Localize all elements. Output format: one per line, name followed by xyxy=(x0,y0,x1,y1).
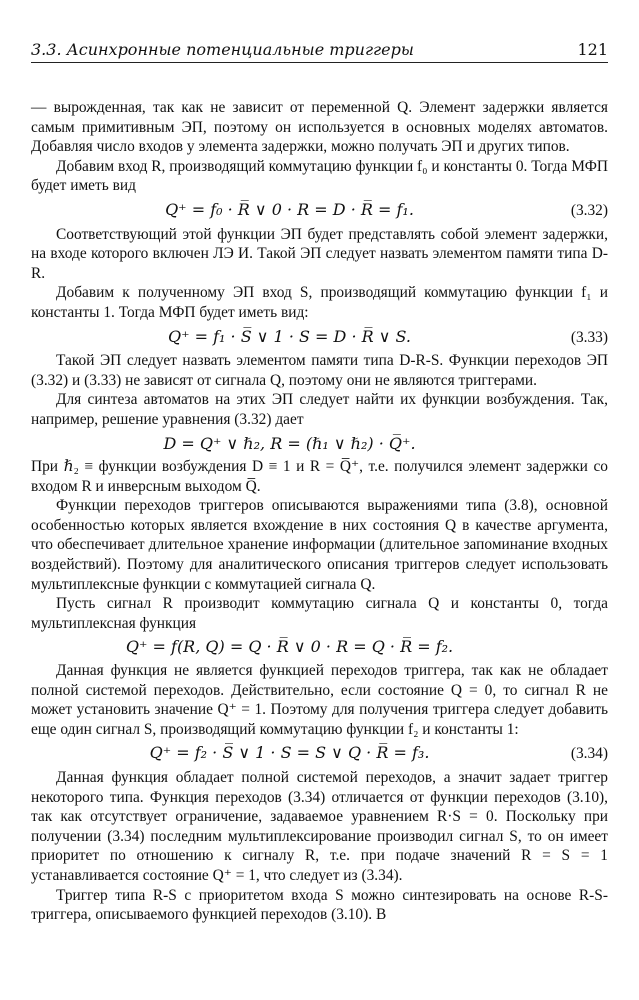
running-header xyxy=(31,40,608,63)
equation-3-33 xyxy=(31,327,608,348)
equation-3-32 xyxy=(31,200,608,221)
page-number: 121 xyxy=(577,40,608,59)
paragraph-4: Добавим к полученному ЭП вход S, производящий коммутацию функции f₁ и константы 1. Тогда МФП будет иметь вид: xyxy=(31,284,608,321)
paragraph-10: Данная функция не является функцией переходов триггера, так как не обладает полной системой переходов. Действительно, если состояние Q = 0, то сигнал R не может установить значение Q⁺ = 1. Поэтому для получения триггера следует добавить еще один сигнал S, производящий коммутацию функции f₂ и константы 1: xyxy=(31,662,608,738)
section-title: 3.3. Асинхронные потенциальные триггеры xyxy=(31,40,414,59)
paragraph-8: Функции переходов триггеров описываются выражениями типа (3.8), основной особенностью которых является вхождение в них состояния Q в качестве аргумента, что обеспечивает длительное хранение информации (длительное запоминание входных воздействий). Поэтому для аналитического описания триггеров следует использовать мультиплексные функции с коммутацией сигнала Q. xyxy=(31,497,608,593)
page-body xyxy=(31,98,608,925)
equation-number: (3.32) xyxy=(570,201,608,219)
paragraph-9: Пусть сигнал R производит коммутацию сигнала Q и константы 0, тогда мультиплексная функция xyxy=(31,595,608,632)
paragraph-3: Соответствующий этой функции ЭП будет представлять собой элемент задержки, на входе которого включен ЛЭ И. Такой ЭП следует назвать элементом памяти типа D-R. xyxy=(31,225,608,282)
equation-mux xyxy=(31,637,608,657)
paragraph-2: Добавим вход R, производящий коммутацию функции f₀ и константы 0. Тогда МФП будет иметь вид xyxy=(31,157,608,195)
equation-formula: Q⁺ = f₁ · S̅ ∨ 1 · S = D · R̅ ∨ S. xyxy=(167,326,412,346)
paragraph-6: Для синтеза автоматов на этих ЭП следует найти их функции возбуждения. Так, например, решение уравнения (3.32) дает xyxy=(31,391,608,428)
equation-formula: Q⁺ = f₂ · S̅ ∨ 1 · S = S ∨ Q · R̅ = f₃. xyxy=(149,743,430,763)
equation-formula: D = Q⁺ ∨ ℏ₂, R = (ℏ₁ ∨ ℏ₂) · Q̅⁺. xyxy=(163,433,416,453)
paragraph-12: Триггер типа R-S с приоритетом входа S можно синтезировать на основе R-S-триггера, описываемого функцией переходов (3.10). В xyxy=(31,886,608,924)
paragraph-1: — вырожденная, так как не зависит от переменной Q. Элемент задержки является самым примитивным ЭП, поэтому он используется в основных моделях автоматов. Добавляя число входов у элемента задержки, можно получать ЭП и других типов. xyxy=(31,99,608,156)
equation-excitation xyxy=(31,434,608,454)
equation-formula: Q⁺ = f₀ · R̅ ∨ 0 · R = D · R̅ = f₁. xyxy=(165,199,414,219)
equation-formula: Q⁺ = f(R, Q) = Q · R̅ ∨ 0 · R = Q · R̅ = f₂. xyxy=(125,637,454,657)
paragraph-7: При ℏ₂ ≡ функции возбуждения D ≡ 1 и R = Q̅⁺, т.е. получился элемент задержки со входом R и инверсным выходом Q̅. xyxy=(31,458,608,495)
paragraph-11: Данная функция обладает полной системой переходов, а значит задает триггер некоторого типа. Функция переходов (3.34) отличается от функции переходов (3.10), так как отсутствует ограничение, задаваемое уравнением R·S = 0. Поскольку при получении (3.34) последним мультиплексирование производил сигнал S, то он имеет приоритет по отношению к сигналу R, т.е. при подаче значений R = S = 1 устанавливается состояние Q⁺ = 1, что следует из (3.34). xyxy=(31,769,608,884)
equation-number: (3.33) xyxy=(570,328,608,346)
equation-number: (3.34) xyxy=(570,745,608,763)
equation-3-34 xyxy=(31,743,608,764)
paragraph-5: Такой ЭП следует назвать элементом памяти типа D-R-S. Функции переходов ЭП (3.32) и (3.33) не зависят от сигнала Q, поэтому они не являются триггерами. xyxy=(31,352,608,389)
